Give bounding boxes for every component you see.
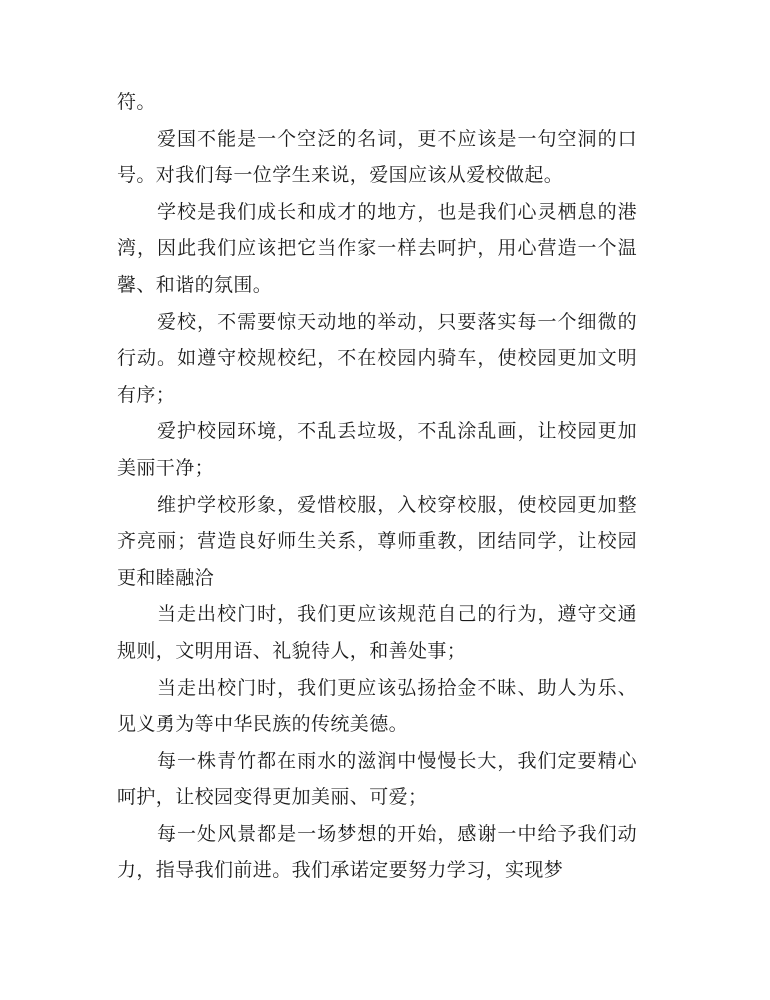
paragraph-continuation: 符。 xyxy=(117,91,156,113)
paragraph-traditional-virtues: 当走出校门时，我们更应该弘扬拾金不昧、助人为乐、见义勇为等中华民族的传统美德。 xyxy=(117,676,637,736)
paragraph-green-bamboo: 每一株青竹都在雨水的滋润中慢慢长大，我们定要精心呵护，让校园变得更加美丽、可爱； xyxy=(117,749,637,809)
paragraph-love-school-actions: 爱校，不需要惊天动地的举动，只要落实每一个细微的行动。如遵守校规校纪，不在校园内骑车，使校园更加文明有序； xyxy=(117,310,637,406)
paragraph-dream-start: 每一处风景都是一场梦想的开始，感谢一中给予我们动力，指导我们前进。我们承诺定要努力学习，实现梦 xyxy=(117,822,637,882)
paragraph-school-image: 维护学校形象，爱惜校服，入校穿校服，使校园更加整齐亮丽；营造良好师生关系，尊师重教，团结同学，让校园更和睦融洽 xyxy=(117,493,637,589)
paragraph-outside-behavior: 当走出校门时，我们更应该规范自己的行为，遵守交通规则，文明用语、礼貌待人，和善处事； xyxy=(117,603,637,662)
paragraph-campus-environment: 爱护校园环境，不乱丢垃圾，不乱涂乱画，让校园更加美丽干净； xyxy=(117,420,637,479)
paragraph-patriotism: 爱国不能是一个空泛的名词，更不应该是一句空洞的口号。对我们每一位学生来说，爱国应该从爱校做起。 xyxy=(117,127,637,187)
document-body xyxy=(117,84,637,889)
paragraph-school-harbor: 学校是我们成长和成才的地方，也是我们心灵栖息的港湾，因此我们应该把它当作家一样去呵护，用心营造一个温馨、和谐的氛围。 xyxy=(117,200,637,296)
